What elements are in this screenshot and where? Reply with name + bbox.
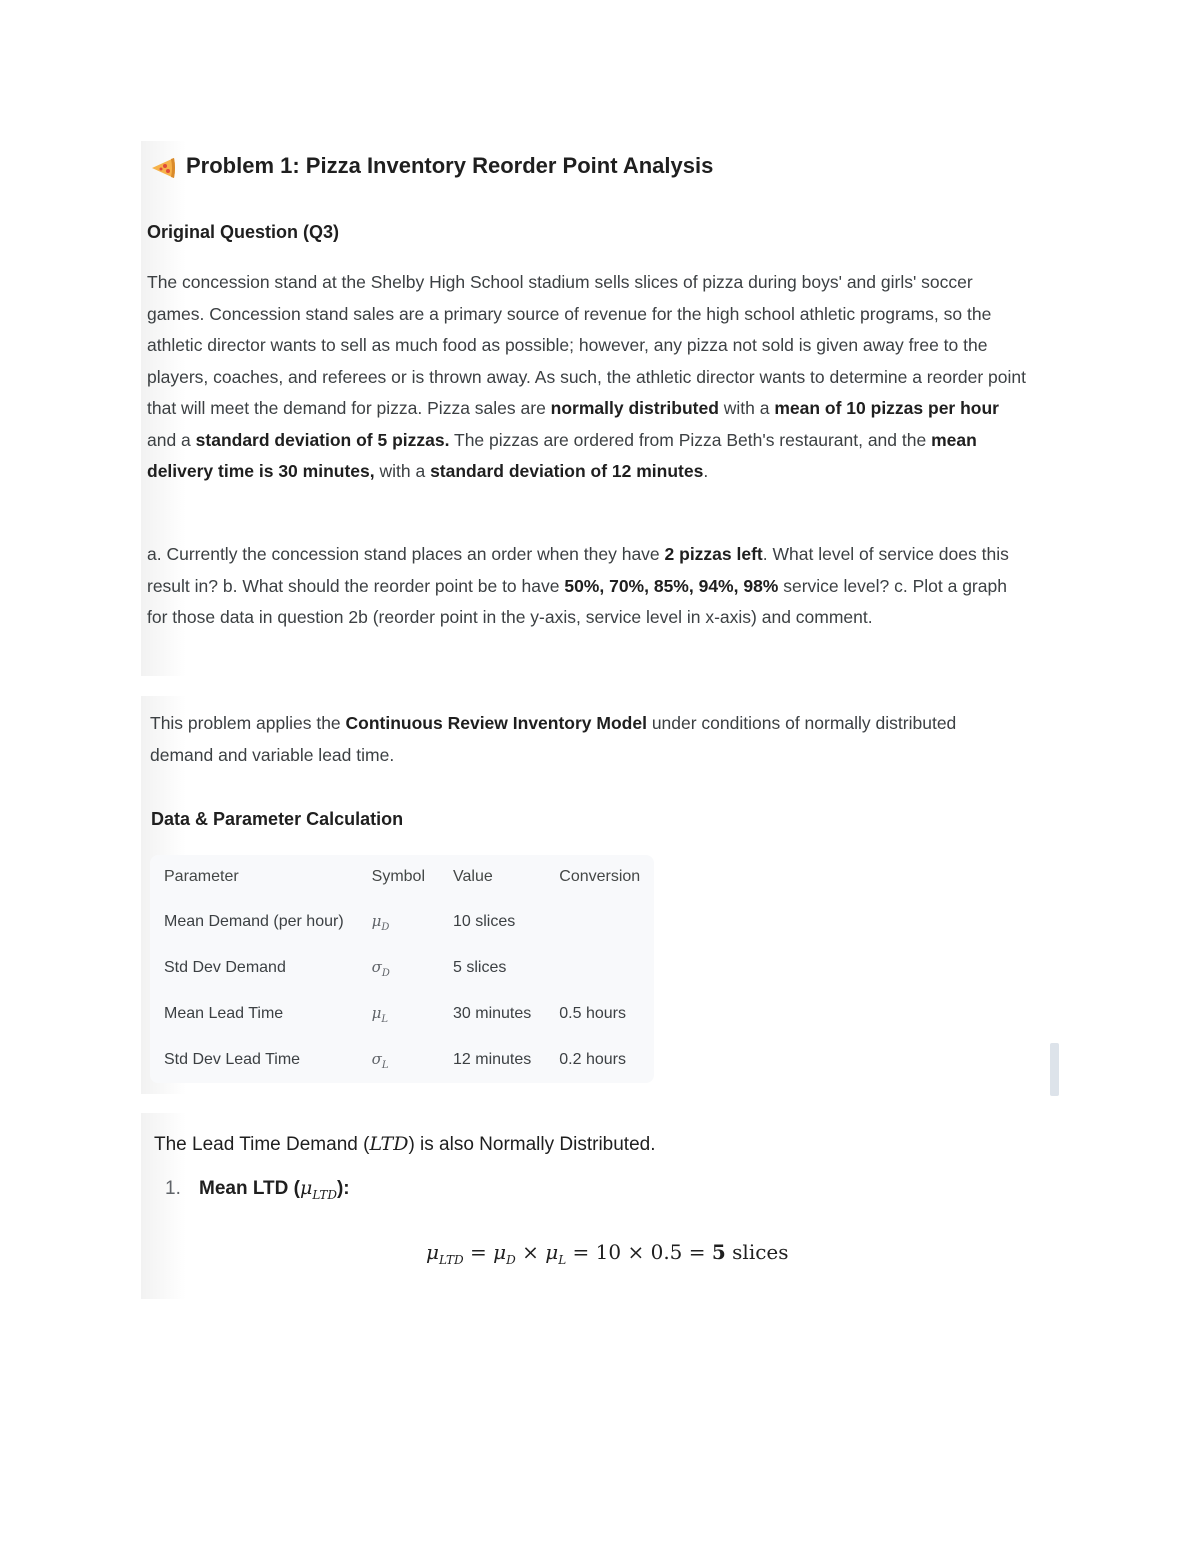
body-text: . — [703, 461, 709, 481]
body-text: The pizzas are ordered from Pizza Beth's restaurant, and the — [449, 429, 932, 450]
emphasis-text: Continuous Review Inventory Model — [345, 713, 647, 733]
header-value: Value — [453, 868, 493, 885]
emphasis-text: normally distributed — [550, 398, 719, 418]
pizza-icon — [150, 156, 176, 180]
cell-value: 10 slices — [453, 913, 516, 930]
cell-parameter: Std Dev Demand — [164, 959, 286, 976]
emphasis-text: mean of 10 pizzas per hour — [774, 398, 999, 418]
cell-conversion: 0.5 hours — [559, 1005, 626, 1022]
header-conversion: Conversion — [559, 868, 641, 885]
body-text: with a — [718, 398, 775, 418]
body-text: with a — [374, 461, 431, 481]
cell-conversion — [545, 945, 654, 991]
body-text: under conditions of normally distributed demand and variable lead time. — [150, 713, 957, 765]
original-question-heading: Original Question (Q3) — [147, 222, 340, 242]
body-text: a. Currently the concession stand places an order when they have — [147, 544, 665, 564]
table-row — [150, 899, 654, 945]
analysis-intro — [150, 708, 990, 771]
cell-value: 12 minutes — [453, 1051, 532, 1068]
body-text: service level? c. Plot a graph for those data in question 2b (reorder point in the y-axis, service level in x-axis) and comment. — [147, 575, 1007, 627]
question-paragraph — [147, 267, 1032, 488]
cell-symbol: $\mu_L$ — [371, 1003, 389, 1025]
table-header-row — [150, 855, 654, 899]
mean-ltd-formula: $\mu_{LTD} = \mu_D \times \mu_L = 10 \times 0.5 = 5$ slices — [426, 1240, 789, 1267]
body-text: The concession stand at the Shelby High School stadium sells slices of pizza during boys' and girls' soccer games. Concession stand sales are a primary source of revenue for the high school athletic programs, so the athletic director wants to sell as much food as possible; however, any pizza not sold is given away free to the players, coaches, and referees or is thrown away. As such, the athletic director wants to determine a reorder point that will meet the demand for pizza. Pizza sales are — [147, 272, 1027, 418]
cell-symbol: $\mu_D$ — [371, 911, 390, 933]
cell-parameter: Mean Demand (per hour) — [164, 913, 344, 930]
cell-value: 5 slices — [453, 959, 507, 976]
data-heading: Data & Parameter Calculation — [151, 809, 404, 829]
cell-conversion — [545, 899, 654, 945]
header-symbol: Symbol — [371, 868, 425, 885]
emphasis-text: standard deviation of 5 pizzas. — [195, 429, 450, 450]
cell-symbol: $\sigma_D$ — [371, 957, 390, 979]
emphasis-text: mean delivery time is 30 minutes, — [147, 429, 977, 481]
table-row — [150, 991, 654, 1037]
cell-symbol: $\sigma_L$ — [371, 1049, 389, 1071]
question-parts-paragraph — [147, 539, 1032, 634]
emphasis-text: standard deviation of 12 minutes — [430, 461, 704, 481]
body-text: and a — [147, 429, 196, 450]
ltd-statement: The Lead Time Demand (LTD) is also Normally Distributed. — [154, 1133, 656, 1155]
cell-value: 30 minutes — [453, 1005, 532, 1022]
table-row — [150, 1037, 654, 1083]
parameter-table — [150, 855, 654, 1083]
table-row — [150, 945, 654, 991]
cell-parameter: Mean Lead Time — [164, 1005, 284, 1022]
cell-parameter: Std Dev Lead Time — [164, 1051, 301, 1068]
page-title: Problem 1: Pizza Inventory Reorder Point Analysis — [186, 153, 714, 178]
scrollbar-thumb[interactable] — [1050, 1043, 1059, 1096]
body-text: . What level of service does this result in? b. What should the reorder point be to have — [147, 544, 1009, 596]
header-parameter: Parameter — [164, 868, 239, 885]
body-text: This problem applies the — [150, 713, 346, 733]
cell-conversion: 0.2 hours — [559, 1051, 626, 1068]
emphasis-text: 2 pizzas left — [664, 544, 763, 564]
emphasis-text: 50%, 70%, 85%, 94%, 98% — [564, 575, 779, 596]
list-item-mean-ltd: 1. Mean LTD $(\mu_{LTD})$: — [165, 1177, 350, 1202]
